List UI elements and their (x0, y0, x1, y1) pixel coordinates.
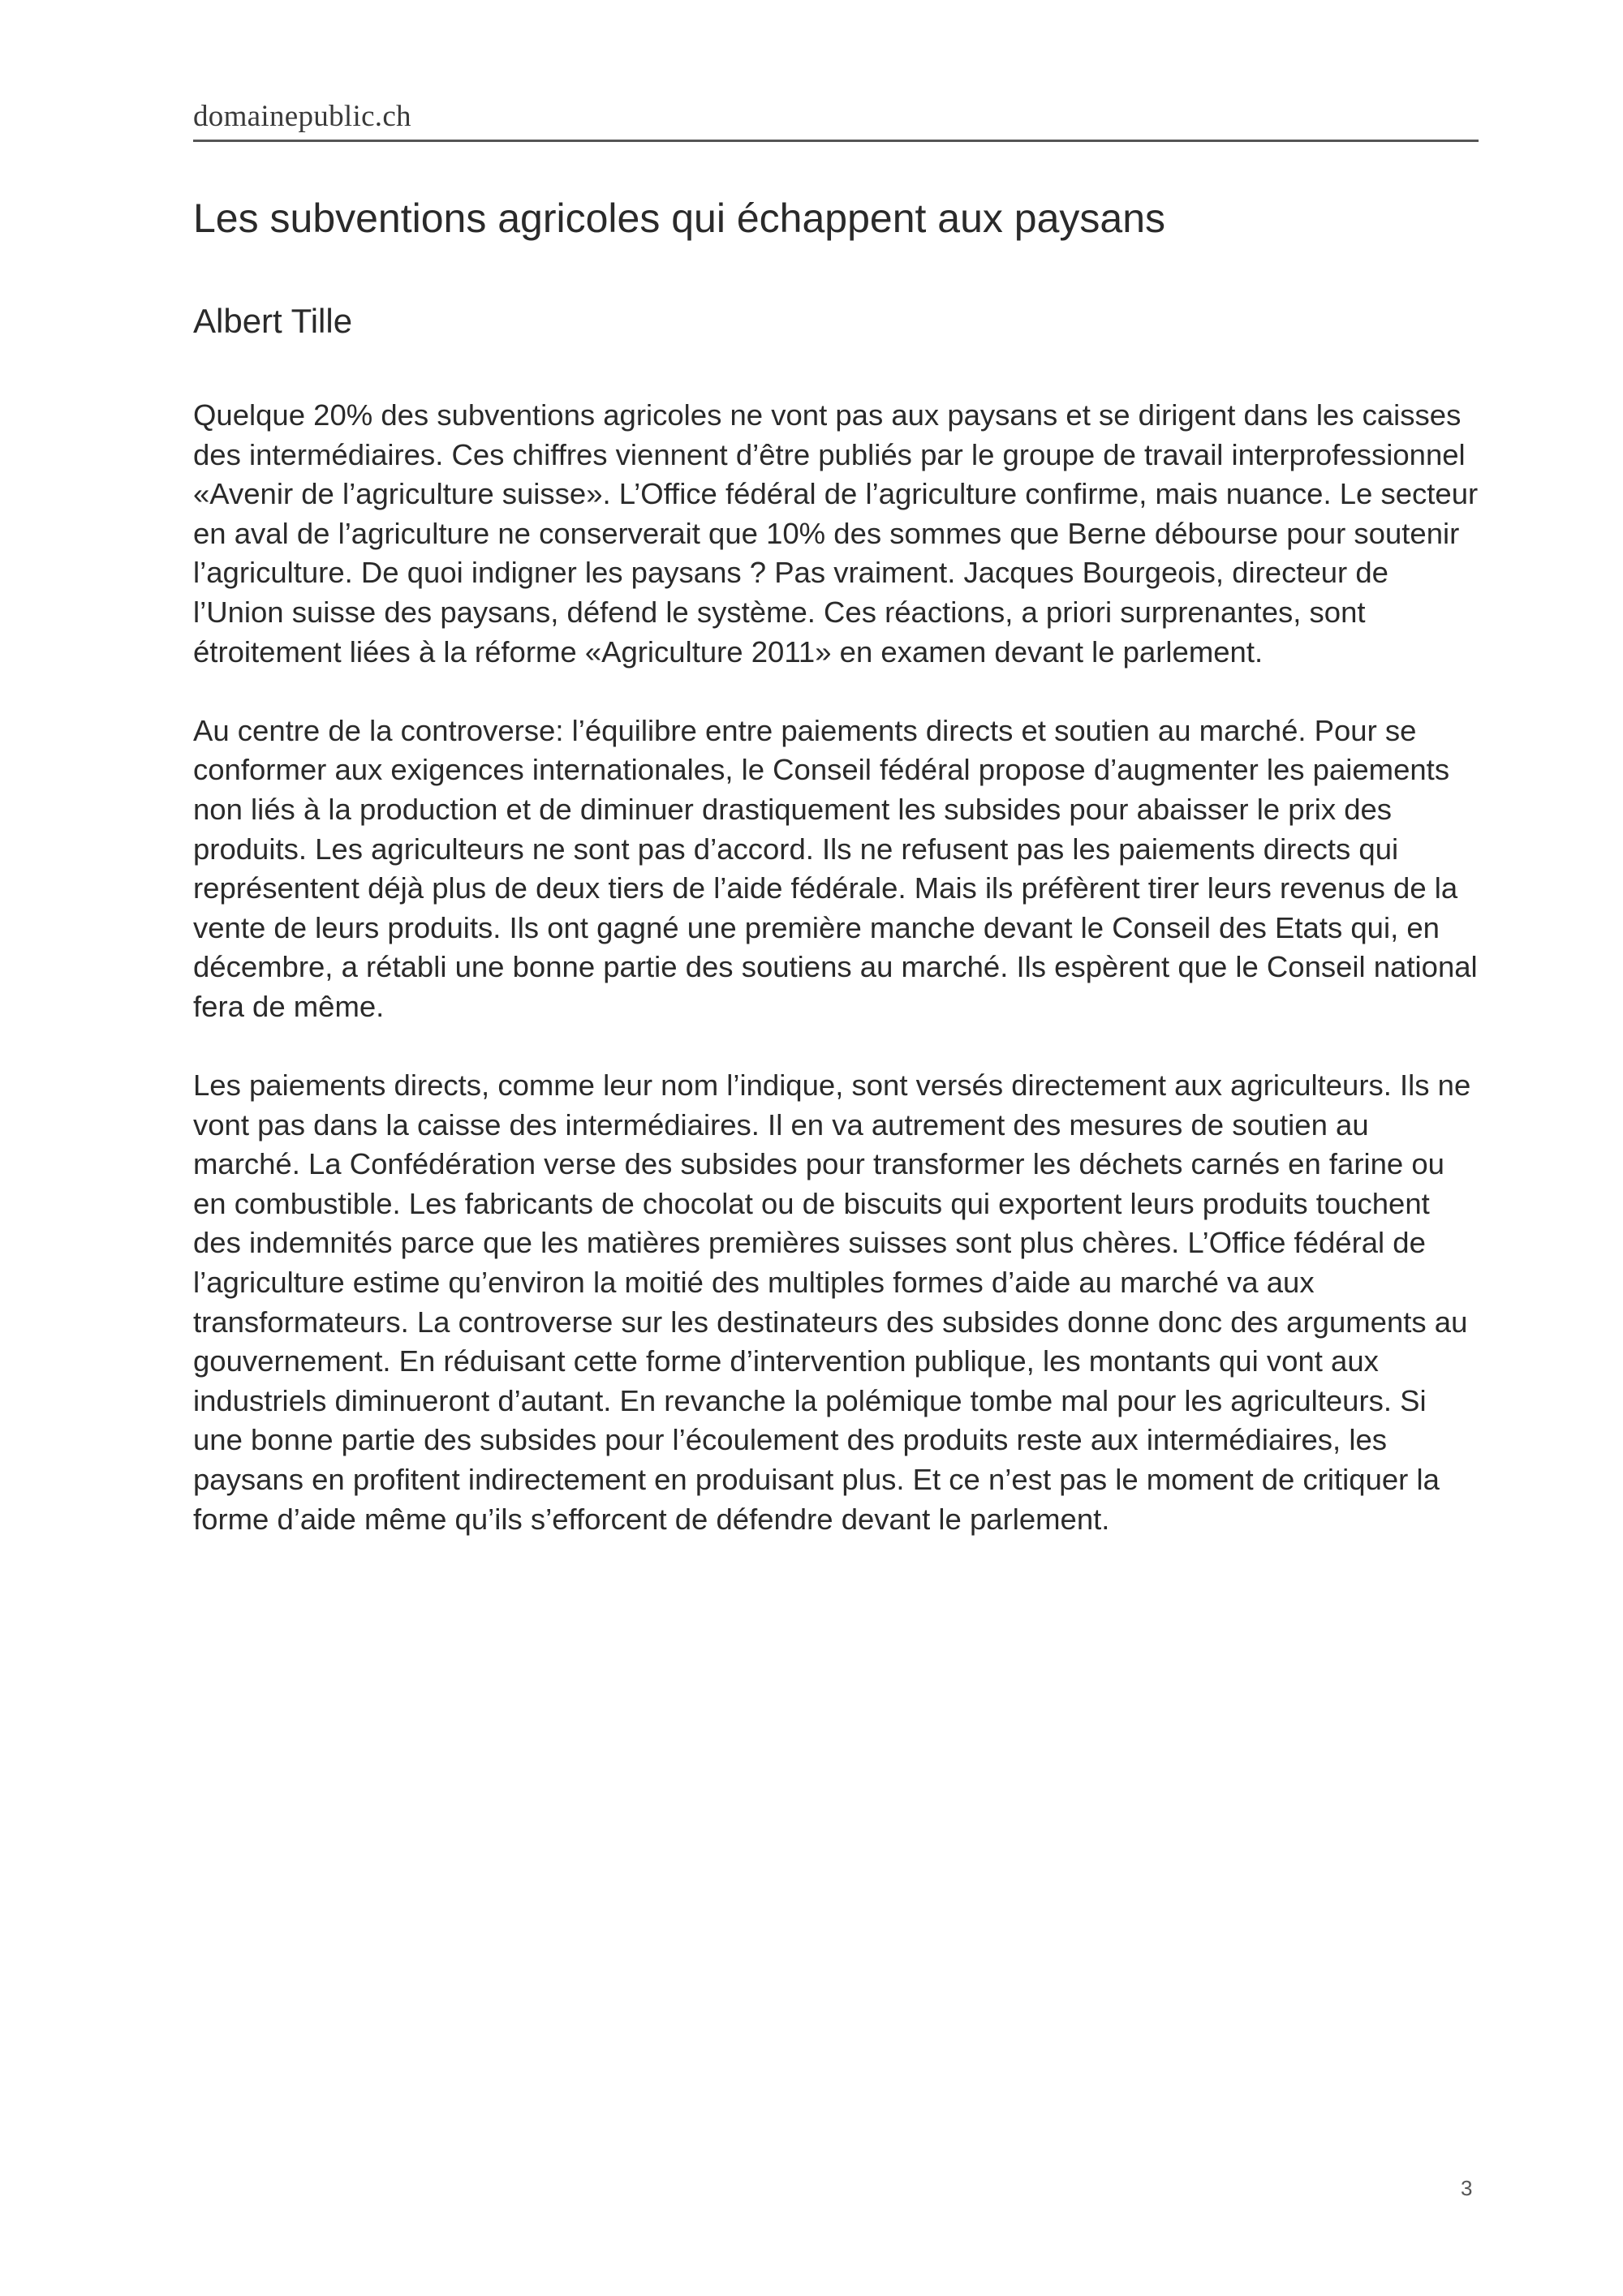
article-author: Albert Tille (193, 302, 353, 340)
article-body (193, 396, 1483, 1579)
article-title: Les subventions agricoles qui échappent aux paysans (193, 196, 1166, 241)
paragraph: Au centre de la controverse: l’équilibre entre paiements directs et soutien au marché. Pour se conformer aux exigences internationales, le Conseil fédéral propose d’augmenter les paiements non liés à la production et de diminuer drastiquement les subsides pour abaisser le prix des produits. Les agriculteurs ne sont pas d’accord. Ils ne refusent pas les paiements directs qui représentent déjà plus de deux tiers de l’aide fédérale. Mais ils préfèrent tirer leurs revenus de la vente de leurs produits. Ils ont gagné une première manche devant le Conseil des Etats qui, en décembre, a rétabli une bonne partie des soutiens au marché. Ils espèrent que le Conseil national fera de même. (193, 713, 1478, 1023)
site-name: domainepublic.ch (193, 100, 411, 133)
page-number: 3 (1461, 2176, 1473, 2200)
site-header (193, 97, 1479, 142)
paragraph: Les paiements directs, comme leur nom l’indique, sont versés directement aux agriculteurs. Ils ne vont pas dans la caisse des intermédiaires. Il en va autrement des mesures de soutien au marché. La Confédération verse des subsides pour transformer les déchets carnés en farine ou en combustible. Les fabricants de chocolat ou de biscuits qui exportent leurs produits touchent des indemnités parce que les matières premières suisses sont plus chères. L’Office fédéral de l’agriculture estime qu’environ la moitié des multiples formes d’aide au marché va aux transformateurs. La controverse sur les destinateurs des subsides donne donc des arguments au gouvernement. En réduisant cette forme d’intervention publique, les montants qui vont aux industriels diminueront d’autant. En revanche la polémique tombe mal pour les agriculteurs. Si une bonne partie des subsides pour l’écoulement des produits reste aux intermédiaires, les paysans en profitent indirectement en produisant plus. Et ce n’est pas le moment de critiquer la forme d’aide même qu’ils s’efforcent de défendre devant le parlement. (193, 1068, 1471, 1536)
paragraph: Quelque 20% des subventions agricoles ne vont pas aux paysans et se dirigent dans les caisses des intermédiaires. Ces chiffres viennent d’être publiés par le groupe de travail interprofessionnel «Avenir de l’agriculture suisse». L’Office fédéral de l’agriculture confirme, mais nuance. Le secteur en aval de l’agriculture ne conserverait que 10% des sommes que Berne débourse pour soutenir l’agriculture. De quoi indigner les paysans ? Pas vraiment. Jacques Bourgeois, directeur de l’Union suisse des paysans, défend le système. Ces réactions, a priori surprenantes, sont étroitement liées à la réforme «Agriculture 2011» en examen devant le parlement. (193, 398, 1479, 669)
